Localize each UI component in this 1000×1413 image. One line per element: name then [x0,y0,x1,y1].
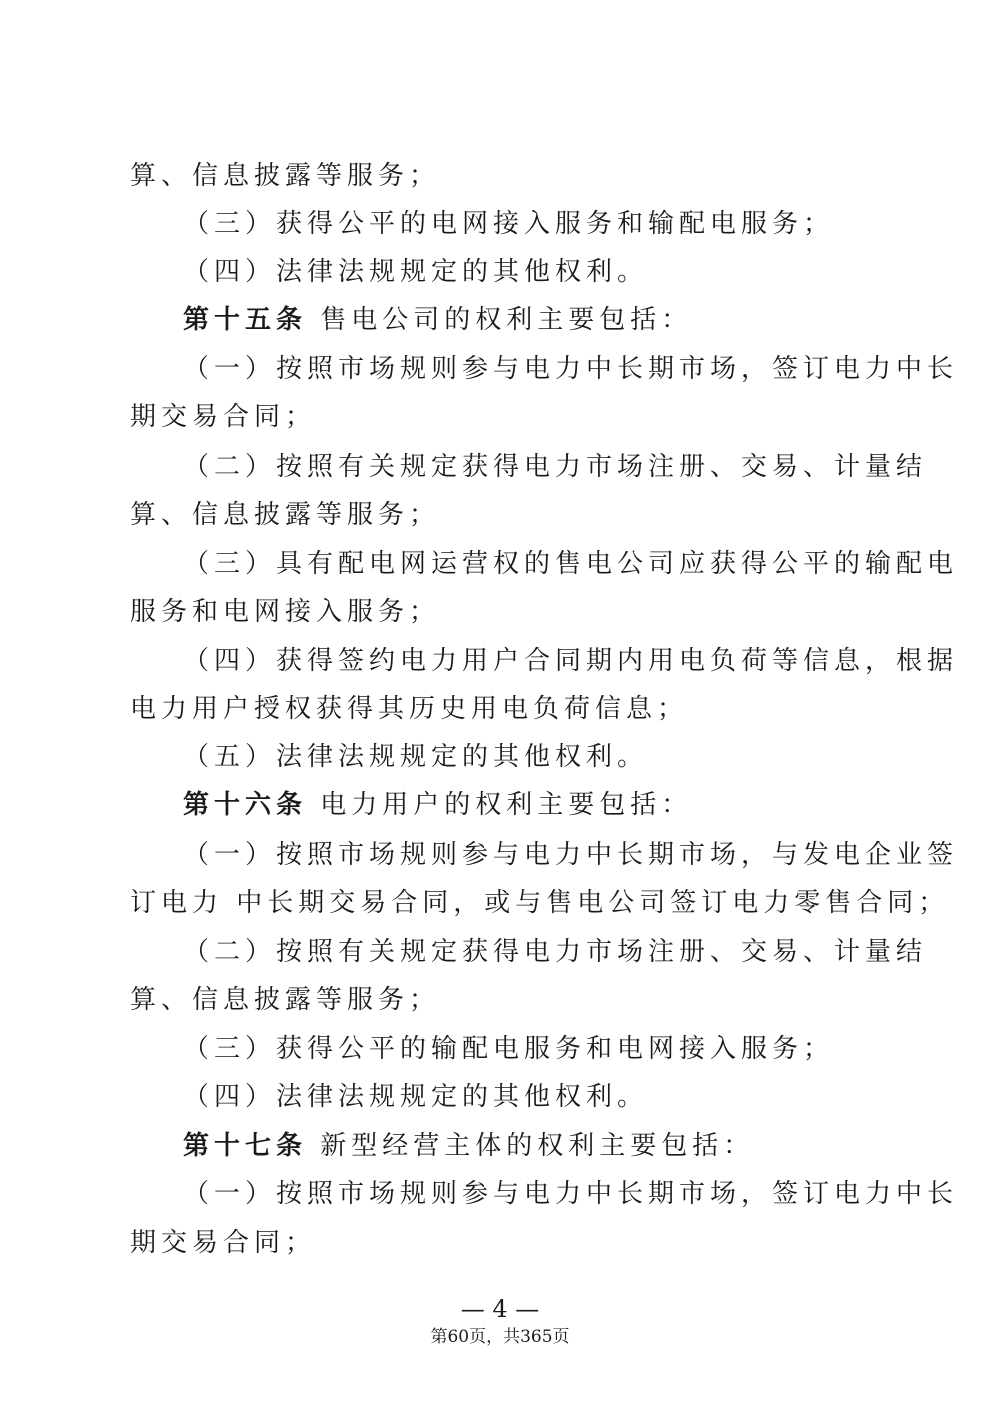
article-text: 新型经营主体的权利主要包括： [320,1131,755,1161]
article-label: 第十五条 [183,305,308,335]
paragraph-line: （五）法律法规规定的其他权利。 [183,742,649,772]
paragraph-line: 期交易合同； [130,402,317,432]
article-text: 售电公司的权利主要包括： [320,305,693,335]
paragraph-line: 服务和电网接入服务； [130,597,441,627]
paragraph-line: （四）获得签约电力用户合同期内用电负荷等信息，根据 [183,646,959,676]
paragraph-line: 电力用户授权获得其历史用电负荷信息； [130,694,689,724]
paragraph-line: （三）获得公平的电网接入服务和输配电服务； [183,209,835,239]
paragraph-line: 订电力 中长期交易合同，或与售电公司签订电力零售合同； [130,888,950,918]
paragraph-line: （一）按照市场规则参与电力中长期市场，签订电力中长 [183,354,959,384]
article-heading [183,1130,875,1162]
paragraph-line: （二）按照有关规定获得电力市场注册、交易、计量结 [183,452,928,482]
paragraph-line: （一）按照市场规则参与电力中长期市场，签订电力中长 [183,1179,959,1209]
paragraph-line: （一）按照市场规则参与电力中长期市场，与发电企业签 [183,840,959,870]
page-number: — 4 — [460,1295,540,1323]
paragraph-line: 算、信息披露等服务； [130,985,441,1015]
article-text: 电力用户的权利主要包括： [320,790,693,820]
paragraph-line: （四）法律法规规定的其他权利。 [183,257,649,287]
paragraph-line: （三）获得公平的输配电服务和电网接入服务； [183,1034,835,1064]
paragraph-line: 算、信息披露等服务； [130,161,441,191]
article-label: 第十六条 [183,790,308,820]
paragraph-line: 期交易合同； [130,1228,317,1258]
page-info: 第60页，共365页 [430,1327,570,1347]
paragraph-line: （三）具有配电网运营权的售电公司应获得公平的输配电 [183,549,959,579]
article-heading [183,789,875,821]
article-label: 第十七条 [183,1131,308,1161]
paragraph-line: 算、信息披露等服务； [130,500,441,530]
paragraph-line: （二）按照有关规定获得电力市场注册、交易、计量结 [183,937,928,967]
article-heading [183,304,875,336]
paragraph-line: （四）法律法规规定的其他权利。 [183,1082,649,1112]
